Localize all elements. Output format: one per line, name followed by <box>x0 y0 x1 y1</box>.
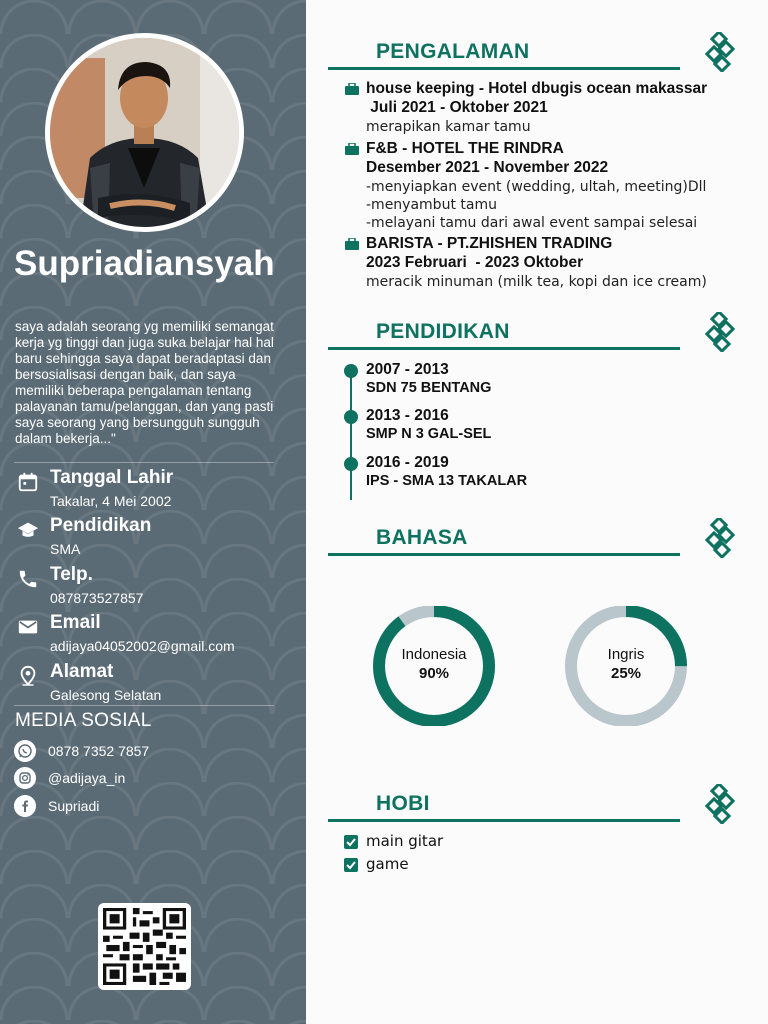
education-school: IPS - SMA 13 TAKALAR <box>366 473 528 489</box>
experience-title: house keeping - Hotel dbugis ocean makassar <box>366 80 708 97</box>
about-text: saya adalah seorang yg memiliki semangat kerja yg tinggi dan juga suka belajar hal hal baru sehingga saya dapat beradaptasi dan bersosialisasi dengan baik, dan saya memiliki beberapa pengalaman tentang palayanan tamu/pelanggan, dan yang pasti saya seorang yang bersungguh sungguh dalam bekerja..." <box>15 319 274 446</box>
education-item <box>344 361 644 401</box>
social-text: 0878 7352 7857 <box>48 743 150 759</box>
profile-photo <box>50 38 239 227</box>
experience-desc <box>366 273 707 291</box>
education-years: 2007 - 2013 <box>366 361 449 378</box>
person-name: Supriadiansyah <box>14 244 275 283</box>
experience-title: F&B - HOTEL THE RINDRA <box>366 140 564 157</box>
info-value: Galesong Selatan <box>50 687 162 703</box>
info-title: Tanggal Lahir <box>50 467 174 488</box>
language-indonesia <box>371 606 497 726</box>
social-instagram[interactable] <box>14 767 274 789</box>
info-title: Telp. <box>50 564 93 585</box>
education-item <box>344 407 644 447</box>
section-title: PENGALAMAN <box>376 40 530 63</box>
language-name: Ingris <box>607 646 645 663</box>
experience-desc-line: -menyiapkan event (wedding, ultah, meeting)Dll <box>366 179 707 195</box>
experience-date: Desember 2021 - November 2022 <box>366 159 609 176</box>
briefcase-icon <box>345 143 359 155</box>
whatsapp-icon <box>14 740 36 762</box>
experience-item <box>345 140 745 232</box>
mail-icon <box>17 616 39 638</box>
social-facebook[interactable] <box>14 795 274 817</box>
social-whatsapp[interactable] <box>14 740 274 762</box>
language-percent: 25% <box>610 665 642 682</box>
qr-code[interactable] <box>98 903 191 990</box>
hobby-item <box>344 832 544 852</box>
section-rule <box>328 347 680 350</box>
phone-icon <box>17 568 39 590</box>
info-value: 087873527857 <box>50 590 144 606</box>
info-value: adijaya04052002@gmail.com <box>50 638 235 654</box>
hobby-text: game <box>366 855 409 873</box>
section-hobby-header <box>328 788 740 828</box>
ornament-icon <box>703 32 737 72</box>
section-title: PENDIDIKAN <box>376 320 510 343</box>
checkbox-checked-icon <box>344 858 358 872</box>
section-language-header <box>328 522 740 562</box>
info-value: Takalar, 4 Mei 2002 <box>50 493 172 509</box>
info-address <box>0 661 300 705</box>
experience-desc-line: -melayani tamu dari awal event sampai selesai <box>366 215 698 231</box>
section-title: BAHASA <box>376 526 468 549</box>
experience-desc-line: meracik minuman (milk tea, kopi dan ice cream) <box>366 274 707 290</box>
hobby-item <box>344 855 544 875</box>
experience-item <box>345 235 745 293</box>
experience-desc-line: merapikan kamar tamu <box>366 119 531 135</box>
education-years: 2013 - 2016 <box>366 407 449 424</box>
section-education-header <box>328 316 740 356</box>
ornament-icon <box>703 784 737 824</box>
sidebar <box>0 0 306 1024</box>
experience-date: Juli 2021 - Oktober 2021 <box>366 99 548 116</box>
section-rule <box>328 553 680 556</box>
experience-desc <box>366 178 706 232</box>
experience-title: BARISTA - PT.ZHISHEN TRADING <box>366 235 613 252</box>
info-title: Alamat <box>50 661 114 682</box>
experience-desc <box>366 118 531 136</box>
experience-date: 2023 Februari - 2023 Oktober <box>366 254 584 271</box>
info-education <box>0 515 300 559</box>
calendar-icon <box>17 471 39 493</box>
section-title: HOBI <box>376 792 430 815</box>
qr-code-icon <box>103 908 186 985</box>
social-text: Supriadi <box>48 798 100 814</box>
experience-desc-line: -menyambut tamu <box>366 197 497 213</box>
media-social-title: MEDIA SOSIAL <box>15 710 152 731</box>
language-name: Indonesia <box>401 646 467 663</box>
checkbox-checked-icon <box>344 835 358 849</box>
education-item <box>344 454 644 494</box>
info-phone <box>0 564 300 608</box>
hobby-text: main gitar <box>366 832 444 850</box>
info-title: Email <box>50 612 101 633</box>
location-pin-icon <box>17 665 39 687</box>
education-years: 2016 - 2019 <box>366 454 449 471</box>
divider <box>14 462 274 463</box>
briefcase-icon <box>345 238 359 250</box>
ornament-icon <box>703 518 737 558</box>
info-birthdate <box>0 467 300 511</box>
education-school: SMP N 3 GAL-SEL <box>366 426 492 442</box>
facebook-icon <box>14 795 36 817</box>
info-title: Pendidikan <box>50 515 152 536</box>
ornament-icon <box>703 312 737 352</box>
timeline-dot <box>344 364 358 378</box>
section-rule <box>328 67 680 70</box>
info-email <box>0 612 300 656</box>
section-experience-header <box>328 36 740 76</box>
language-ingris <box>563 606 689 726</box>
profile-photo-frame <box>45 33 244 232</box>
graduation-cap-icon <box>17 519 39 541</box>
education-school: SDN 75 BENTANG <box>366 380 492 396</box>
instagram-icon <box>14 767 36 789</box>
social-text: @adijaya_in <box>48 770 126 786</box>
divider <box>14 705 274 706</box>
info-value: SMA <box>50 541 81 557</box>
experience-item <box>345 80 745 138</box>
briefcase-icon <box>345 83 359 95</box>
timeline-dot <box>344 457 358 471</box>
language-percent: 90% <box>418 665 450 682</box>
section-rule <box>328 819 680 822</box>
timeline-dot <box>344 410 358 424</box>
